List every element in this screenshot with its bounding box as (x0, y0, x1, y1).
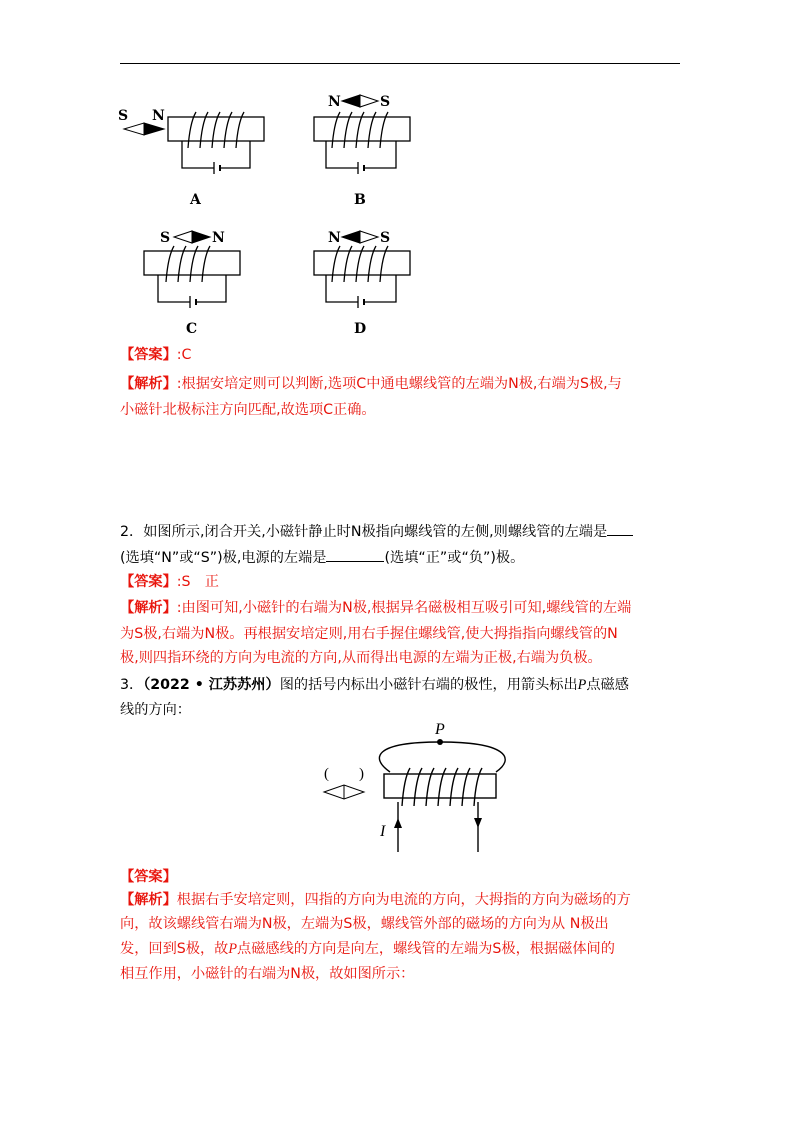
q3-point-var: P (577, 677, 587, 693)
q1-analysis-line-1 (120, 374, 622, 394)
q3-analysis-tag: 【解析】 (120, 892, 177, 908)
header-rule (120, 63, 680, 64)
field-line-p (379, 742, 505, 772)
q1-answer (120, 345, 191, 365)
current-up-arrow (394, 818, 402, 828)
option-b-label: B (354, 192, 366, 208)
q2-stem-text-1: 2．如图所示,闭合开关,小磁针静止时N极指向螺线管的左侧,则螺线管的左端是 (120, 524, 608, 540)
q2-stem-line-2 (120, 547, 524, 568)
current-down-arrow (474, 818, 482, 828)
point-p-dot (437, 739, 443, 745)
q1-answer-tag: 【答案】 (120, 347, 177, 363)
q3-analysis-text-1: 根据右手安培定则，四指的方向为电流的方向，大拇指的方向为磁场的方 (176, 892, 631, 908)
option-d-left-pole: N (328, 230, 341, 246)
q3-stem-line-2: 线的方向： (120, 702, 191, 718)
option-d-right-pole: S (380, 230, 391, 246)
option-d-label: D (354, 321, 367, 337)
q3-analysis-line-4: 相互作用，小磁针的右端为N极，故如图所示： (120, 966, 415, 982)
option-c-label: C (186, 321, 198, 337)
q3-stem-text-1: 图的括号内标出小磁针右端的极性，用箭头标出 (279, 677, 578, 693)
option-b-diagram (314, 112, 410, 174)
q2-analysis-line-3: 极,则四指环绕的方向为电流的方向,从而得出电源的左端为正极,右端为负极。 (120, 650, 602, 666)
option-c-right-pole: N (212, 230, 225, 246)
solenoid-options-figure (110, 88, 440, 340)
q3-analysis-text-3a: 发，回到S极，故 (120, 941, 229, 957)
q2-stem-text-2b: (选填“正”或“负”)极。 (384, 550, 525, 566)
option-a-right-pole: N (152, 108, 165, 124)
option-c-diagram (144, 246, 240, 308)
q3-analysis-line-1 (120, 890, 631, 910)
q3-solenoid-figure (310, 722, 530, 858)
option-a-label: A (190, 192, 201, 208)
option-d-diagram (314, 246, 410, 308)
q2-blank-2[interactable] (326, 547, 384, 562)
option-c-compass (174, 231, 210, 243)
q2-analysis-line-1 (120, 598, 631, 618)
q2-analysis-tag: 【解析】 (120, 600, 177, 616)
q3-number: 3． (120, 677, 144, 693)
q3-compass (324, 785, 364, 799)
q1-analysis-text-1: :根据安培定则可以判断,选项C中通电螺线管的左端为N极,右端为S极,与 (176, 376, 622, 392)
q2-stem-line-1 (120, 521, 633, 542)
q3-fig-paren: ( ) (324, 766, 364, 782)
q1-analysis-tag: 【解析】 (120, 376, 177, 392)
q3-source: （2022 • 江苏苏州） (143, 677, 280, 693)
q3-analysis-point-var: P (228, 941, 237, 957)
option-a-diagram (168, 112, 264, 174)
q3-fig-current-label: I (380, 823, 386, 840)
q3-analysis-text-3b: 点磁感线的方向是向左，螺线管的左端为S极，根据磁体间的 (237, 941, 615, 957)
q2-answer (120, 572, 219, 592)
q2-blank-1[interactable] (607, 521, 633, 536)
q3-fig-point-label: P (435, 722, 445, 738)
option-b-left-pole: N (328, 94, 341, 110)
q1-analysis-line-2: 小磁针北极标注方向匹配,故选项C正确。 (120, 402, 376, 418)
q3-answer (120, 867, 177, 887)
option-d-compass (342, 231, 378, 243)
q3-stem-text-1-end: 点磁感 (586, 677, 629, 693)
option-b-compass (342, 95, 378, 107)
q2-analysis-line-2: 为S极,右端为N极。再根据安培定则,用右手握住螺线管,使大拇指指向螺线管的N (120, 626, 618, 642)
q2-answer-text: :S 正 (176, 574, 219, 590)
q2-analysis-text-1: :由图可知,小磁针的右端为N极,根据异名磁极相互吸引可知,螺线管的左端 (176, 600, 632, 616)
option-c-left-pole: S (160, 230, 171, 246)
option-a-left-pole: S (118, 108, 129, 124)
q3-analysis-line-2: 向，故该螺线管右端为N极，左端为S极，螺线管外部的磁场的方向为从 N极出 (120, 916, 609, 932)
q1-answer-text: :C (176, 347, 192, 363)
option-a-compass (124, 123, 164, 135)
q3-stem-line-1 (120, 675, 629, 695)
option-b-right-pole: S (380, 94, 391, 110)
q3-analysis-line-3 (120, 939, 615, 959)
q3-answer-tag: 【答案】 (120, 869, 177, 885)
q2-stem-text-2a: (选填“N”或“S”)极,电源的左端是 (120, 550, 327, 566)
q2-answer-tag: 【答案】 (120, 574, 177, 590)
